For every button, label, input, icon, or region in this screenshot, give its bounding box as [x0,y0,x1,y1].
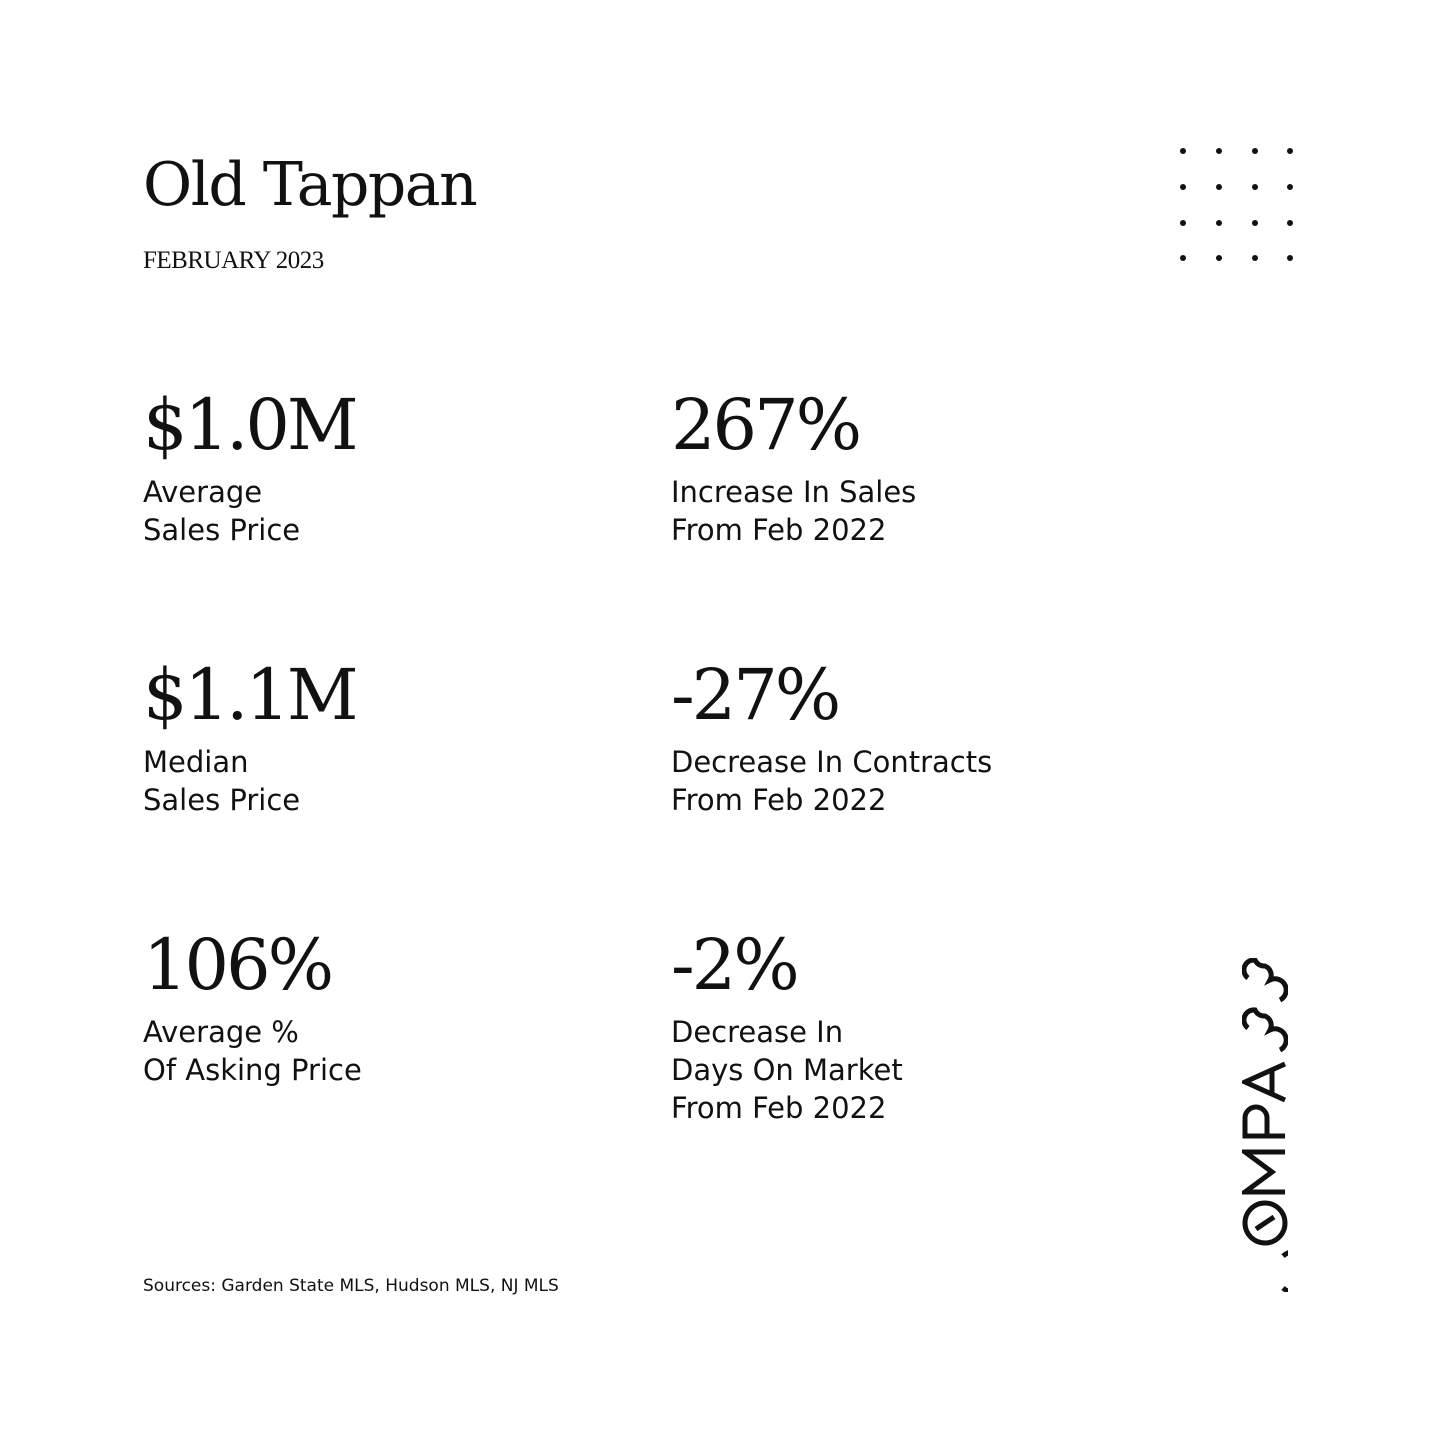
compass-logo [1242,958,1288,1292]
stat-sales-increase [671,385,1131,549]
stat-contracts-decrease [671,655,1131,819]
stat-label [671,743,1131,819]
stat-median-sales-price [143,655,603,819]
stat-label-line: Increase In Sales [671,475,917,509]
stat-value: 106% [143,924,332,1006]
stat-label-line: Decrease In Contracts [671,745,993,779]
stat-value: -2% [671,924,797,1006]
stat-average-pct-of-asking [143,925,603,1089]
stat-label [143,473,603,549]
stat-average-sales-price [143,385,603,549]
stat-days-on-market-decrease [671,925,1131,1127]
stat-label-line: Sales Price [143,513,301,547]
stat-label-line: Sales Price [143,783,301,817]
stat-label-line: Decrease In [671,1015,844,1049]
stat-value: 267% [671,384,860,466]
stat-label [143,743,603,819]
stat-label [143,1013,603,1089]
page-title: Old Tappan [143,150,477,220]
stat-value: $1.0M [143,384,356,466]
report-period: FEBRUARY 2023 [143,247,324,274]
stat-value: -27% [671,654,839,736]
stat-label [671,473,1131,549]
stat-value: $1.1M [143,654,356,736]
stat-label [671,1013,1131,1127]
stat-label-line: From Feb 2022 [671,513,887,547]
stat-label-line: Days On Market [671,1053,903,1087]
stat-label-line: Average [143,475,263,509]
stat-label-line: Of Asking Price [143,1053,362,1087]
stat-label-line: Median [143,745,249,779]
sources-note: Sources: Garden State MLS, Hudson MLS, NJ MLS [143,1276,559,1296]
stat-label-line: Average % [143,1015,299,1049]
stat-label-line: From Feb 2022 [671,783,887,817]
dot-grid-icon [1177,145,1297,265]
stat-label-line: From Feb 2022 [671,1091,887,1125]
